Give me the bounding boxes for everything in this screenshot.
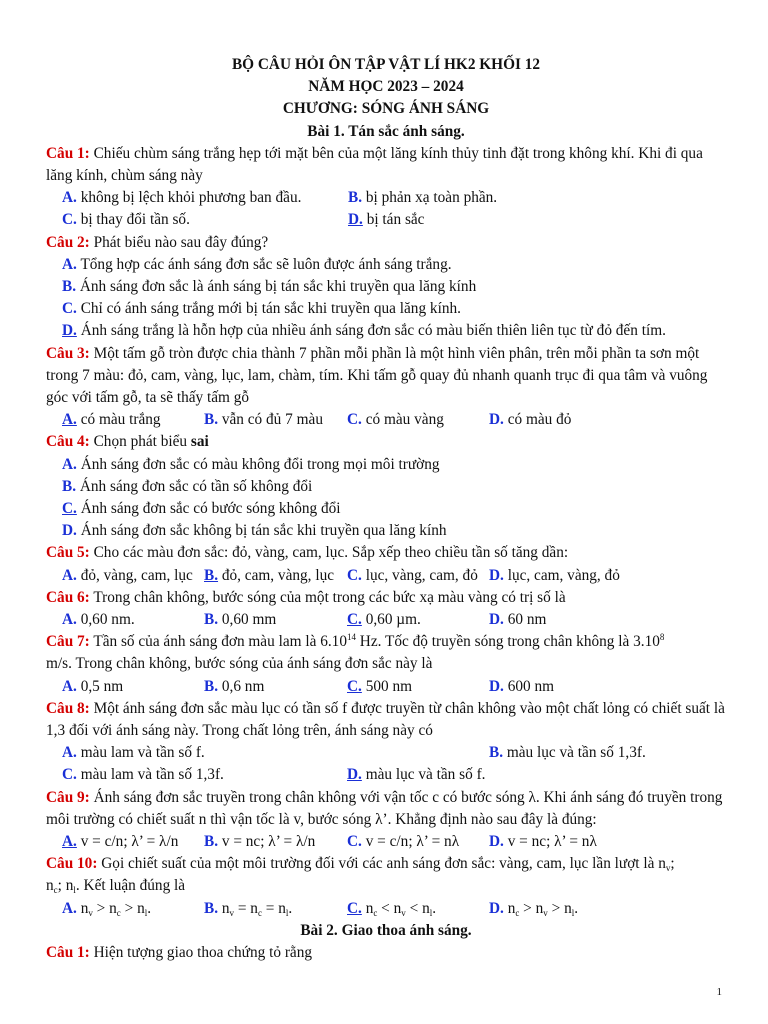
question-4: Câu 4: Chọn phát biểu sai — [46, 433, 209, 451]
question-number: Câu 1: — [46, 144, 90, 162]
document-page — [46, 54, 726, 964]
page-number: 1 — [716, 986, 722, 998]
answer-d: D. Ánh sáng đơn sắc không bị tán sắc khi truyền qua lăng kính — [62, 522, 447, 540]
answer-row — [46, 565, 726, 587]
answer-row — [46, 187, 726, 209]
answer-a: A. Ánh sáng đơn sắc có màu không đổi trong mọi môi trường — [62, 455, 440, 473]
answer-b: B. $n_v = n_c = n_l$. — [204, 899, 293, 918]
answer-b: B. 0,60 mm — [204, 611, 277, 629]
answer-row — [46, 209, 726, 231]
answer-d: D. Ánh sáng trắng là hỗn hợp của nhiều ánh sáng đơn sắc có màu biến thiên liên tục từ đỏ đến tím. — [62, 322, 666, 340]
answer-d: D. bị tán sắc — [348, 211, 425, 229]
question-5: Câu 5: Cho các màu đơn sắc: đỏ, vàng, cam, lục. Sắp xếp theo chiều tần số tăng dần: — [46, 544, 569, 562]
answer-row — [46, 676, 726, 698]
answer-c: C. Chỉ có ánh sáng trắng mới bị tán sắc khi truyền qua lăng kính. — [62, 300, 461, 318]
question-7-continued: m/s. Trong chân không, bước sóng của ánh sáng đơn sắc này là — [46, 655, 433, 673]
answer-row — [46, 831, 726, 853]
question-7: Câu 7: Tần số của ánh sáng đơn màu lam là 6.10$^{14}$ Hz. Tốc độ truyền sóng trong chân không là 3.10$^8$ — [46, 632, 665, 651]
question-1 — [46, 143, 726, 187]
answer-c: C. lục, vàng, cam, đỏ — [347, 566, 478, 584]
question-6: Câu 6: Trong chân không, bước sóng của một trong các bức xạ màu vàng có trị số là — [46, 588, 566, 606]
answer-b: B. 0,6 nm — [204, 677, 265, 695]
lesson-2-question-1: Câu 1: Hiện tượng giao thoa chứng tỏ rằng — [46, 943, 312, 961]
answer-d: D. màu lục và tần số f. — [347, 766, 486, 784]
answer-row — [46, 898, 726, 920]
question-10: Câu 10: Gọi chiết suất của một môi trường đối với các anh sáng đơn sắc: vàng, cam, lục lần lượt là $n_v$; — [46, 855, 675, 874]
answer-a: A. đỏ, vàng, cam, lục — [62, 566, 193, 584]
answer-d: D. v = nc; λ’ = nλ — [489, 832, 597, 850]
question-8: Câu 8: Một ánh sáng đơn sắc màu lục có tần số f được truyền từ chân không vào một chất lỏng có chiết suất là 1,3 đối với ánh sáng này. Trong chất lỏng trên, ánh sáng này có — [46, 699, 725, 739]
answer-a: A. không bị lệch khỏi phương ban đầu. — [62, 189, 302, 207]
answer-c: C. v = c/n; λ’ = nλ — [347, 832, 460, 850]
answer-a: A. có màu trắng — [62, 411, 161, 429]
answer-b: B. v = nc; λ’ = λ/n — [204, 832, 316, 850]
answer-a: A. màu lam và tần số f. — [62, 744, 205, 762]
answer-row — [46, 609, 726, 631]
document-title: BỘ CÂU HỎI ÔN TẬP VẬT LÍ HK2 KHỐI 12 — [231, 56, 541, 73]
answer-a: A. v = c/n; λ’ = λ/n — [62, 832, 179, 850]
answer-b: B. Ánh sáng đơn sắc là ánh sáng bị tán sắc khi truyền qua lăng kính — [62, 278, 477, 295]
question-9: Câu 9: Ánh sáng đơn sắc truyền trong chân không với vận tốc c có bước sóng λ. Khi ánh sáng đó truyền trong môi trường có chiết suất n thì vận tốc là v, bước sóng λ’. Khẳng định nào sau đây là đúng: — [46, 788, 723, 828]
answer-row — [46, 742, 726, 764]
answer-d: D. 600 nm — [489, 677, 555, 695]
answer-b: B. bị phản xạ toàn phần. — [348, 189, 498, 207]
question-2: Câu 2: Phát biểu nào sau đây đúng? — [46, 233, 269, 251]
answer-d: D. $n_c > n_v > n_l$. — [489, 899, 579, 918]
answer-a: A. 0,5 nm — [62, 677, 124, 695]
answer-b: B. đỏ, cam, vàng, lục — [204, 566, 335, 584]
answer-a: A. Tổng hợp các ánh sáng đơn sắc sẽ luôn được ánh sáng trắng. — [62, 255, 452, 273]
answer-a: A. 0,60 nm. — [62, 611, 135, 629]
chapter-heading: CHƯƠNG: SÓNG ÁNH SÁNG — [282, 100, 490, 118]
answer-d: D. lục, cam, vàng, đỏ — [489, 566, 620, 584]
answer-d: D. 60 nm — [489, 611, 547, 629]
answer-b: B. Ánh sáng đơn sắc có tần số không đổi — [62, 477, 313, 495]
answer-c: C. có màu vàng — [347, 411, 444, 429]
lesson-heading-1: Bài 1. Tán sắc ánh sáng. — [307, 122, 465, 140]
answer-c: C. màu lam và tần số 1,3f. — [62, 766, 224, 784]
answer-b: B. vẫn có đủ 7 màu — [204, 411, 323, 429]
question-text: Chiếu chùm sáng trắng hẹp tới mặt bên của một lăng kính thủy tinh đặt trong không khí. Khi đi qua lăng kính, chùm sáng này — [46, 144, 703, 185]
answer-row — [46, 764, 726, 786]
answer-b: B. màu lục và tần số 1,3f. — [489, 744, 646, 762]
answer-c: C. 500 nm — [347, 677, 413, 695]
answer-row — [46, 409, 726, 431]
school-year: NĂM HỌC 2023 – 2024 — [308, 78, 464, 96]
answer-a: A. $n_v > n_c > n_l$. — [62, 899, 152, 918]
answer-c: C. bị thay đổi tần số. — [62, 211, 190, 229]
lesson-heading-2: Bài 2. Giao thoa ánh sáng. — [300, 921, 472, 939]
question-10-continued: $n_c$; $n_l$. Kết luận đúng là — [46, 877, 186, 896]
answer-c: C. $n_c < n_v < n_l$. — [347, 899, 437, 918]
answer-d: D. có màu đỏ — [489, 411, 572, 429]
answer-c: C. 0,60 µm. — [347, 611, 421, 629]
question-3: Câu 3: Một tấm gỗ tròn được chia thành 7 phần mỗi phần là một hình viên phân, trên mỗi phần ta sơn một trong 7 màu: đỏ, cam, vàng, lục, lam, chàm, tím. Khi tấm gỗ quay đủ nhanh quanh trục đi qua tâm và vuông góc với tấm gỗ, ta sẽ thấy tấm gỗ — [46, 344, 708, 407]
answer-c: C. Ánh sáng đơn sắc có bước sóng không đổi — [62, 500, 341, 518]
